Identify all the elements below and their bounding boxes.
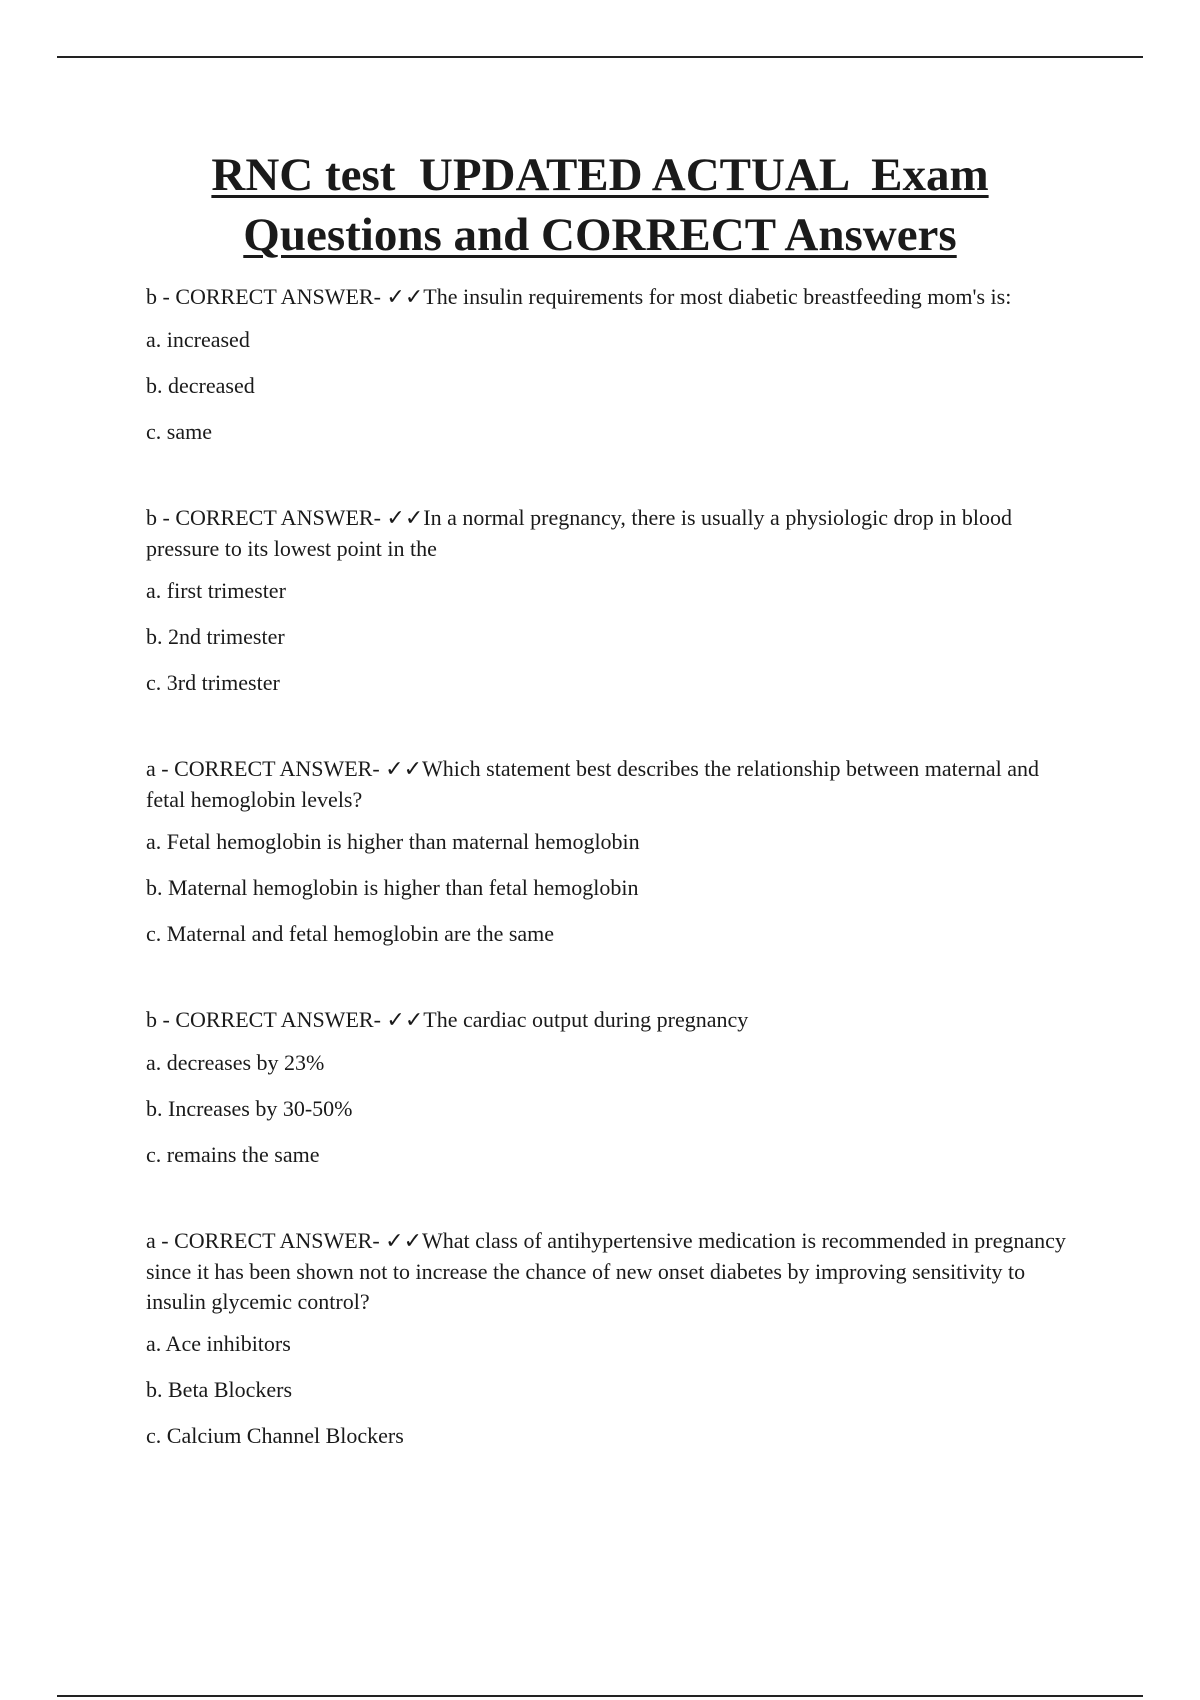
question-text: The insulin requirements for most diabetic breastfeeding mom's is: xyxy=(423,284,1012,309)
double-check-icon: ✓✓ xyxy=(386,1008,424,1033)
option-a: a. Fetal hemoglobin is higher than maternal hemoglobin xyxy=(146,829,640,854)
question-stem xyxy=(146,503,1066,564)
bottom-rule xyxy=(57,1695,1143,1697)
question-text: The cardiac output during pregnancy xyxy=(423,1007,749,1032)
question-text: In a normal pregnancy, there is usually a physiologic drop in blood pressure to its lowest point in the xyxy=(146,505,1013,561)
option-a: a. first trimester xyxy=(146,578,286,603)
question-block xyxy=(146,1226,1066,1451)
option-a: a. Ace inhibitors xyxy=(146,1331,291,1356)
option-b: b. Beta Blockers xyxy=(146,1377,293,1402)
question-block xyxy=(146,282,1066,447)
question-stem xyxy=(146,754,1066,815)
option-b: b. Increases by 30-50% xyxy=(146,1096,353,1121)
option-c: c. Calcium Channel Blockers xyxy=(146,1423,404,1448)
double-check-icon: ✓✓ xyxy=(385,1229,423,1254)
option-c: c. remains the same xyxy=(146,1142,320,1167)
question-stem xyxy=(146,1226,1066,1317)
title-line-2: Questions and CORRECT Answers xyxy=(243,209,957,261)
question-text: What class of antihypertensive medication is recommended in pregnancy since it has been shown not to increase the chance of new onset diabetes by improving sensitivity to insulin glycemic control? xyxy=(146,1228,1066,1314)
option-b: b. 2nd trimester xyxy=(146,624,285,649)
double-check-icon: ✓✓ xyxy=(386,506,424,531)
option-a: a. increased xyxy=(146,327,250,352)
question-stem xyxy=(146,1005,1066,1036)
option-b: b. decreased xyxy=(146,373,255,398)
answer-prefix: b - CORRECT ANSWER- xyxy=(146,284,387,309)
option-b: b. Maternal hemoglobin is higher than fetal hemoglobin xyxy=(146,875,639,900)
option-c: c. 3rd trimester xyxy=(146,670,280,695)
double-check-icon: ✓✓ xyxy=(386,285,424,310)
question-text: Which statement best describes the relationship between maternal and fetal hemoglobin levels? xyxy=(146,756,1040,812)
answer-prefix: b - CORRECT ANSWER- xyxy=(146,1007,387,1032)
answer-prefix: a - CORRECT ANSWER- xyxy=(146,756,386,781)
question-block xyxy=(146,1005,1066,1170)
answer-prefix: a - CORRECT ANSWER- xyxy=(146,1228,386,1253)
questions-list xyxy=(146,282,1066,1507)
option-c: c. same xyxy=(146,419,212,444)
double-check-icon: ✓✓ xyxy=(385,757,423,782)
answer-prefix: b - CORRECT ANSWER- xyxy=(146,505,387,530)
title-line-1: RNC test UPDATED ACTUAL Exam xyxy=(211,149,989,201)
option-c: c. Maternal and fetal hemoglobin are the same xyxy=(146,921,555,946)
top-rule xyxy=(57,56,1143,58)
question-stem xyxy=(146,282,1066,313)
question-block xyxy=(146,754,1066,949)
document-title xyxy=(0,145,1200,265)
option-a: a. decreases by 23% xyxy=(146,1050,325,1075)
question-block xyxy=(146,503,1066,698)
